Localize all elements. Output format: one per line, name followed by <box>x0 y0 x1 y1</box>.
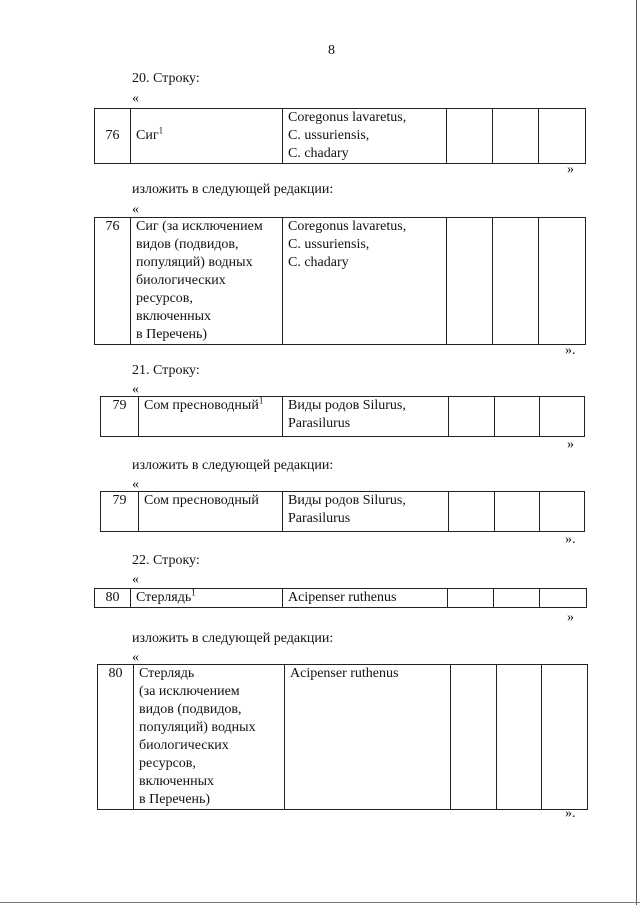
close-quote: » <box>567 162 574 177</box>
latin-name: Acipenser ruthenus <box>283 589 448 608</box>
species-name: Сом пресноводный <box>144 398 259 413</box>
replace-instruction: изложить в следующей редакции: <box>132 458 334 473</box>
footnote-marker: 1 <box>158 125 164 136</box>
empty-cell <box>493 218 539 345</box>
species-name-cell <box>139 397 283 437</box>
old-table-row-79 <box>100 396 585 437</box>
section-heading-22: 22. Строку: <box>132 553 200 568</box>
species-name: Сиг (за исключением видов (подвидов, популяций) водных биологических ресурсов, включенных в Перечень) <box>131 218 283 345</box>
footnote-marker: 1 <box>258 395 264 406</box>
page-bottom-edge <box>0 902 640 903</box>
replace-instruction: изложить в следующей редакции: <box>132 631 334 646</box>
close-quote: » <box>567 610 574 625</box>
open-quote: « <box>132 91 139 106</box>
empty-cell <box>449 397 495 437</box>
row-number: 79 <box>101 397 139 437</box>
row-number: 80 <box>98 665 134 810</box>
empty-cell <box>493 109 539 164</box>
close-quote: » <box>567 437 574 452</box>
latin-name: Acipenser ruthenus <box>285 665 451 810</box>
open-quote: « <box>132 382 139 397</box>
latin-name: Виды родов Silurus, Parasilurus <box>283 492 449 532</box>
open-quote: « <box>132 202 139 217</box>
section-heading-21: 21. Строку: <box>132 363 200 378</box>
empty-cell <box>542 665 588 810</box>
new-table-row-79 <box>100 491 585 532</box>
empty-cell <box>540 589 587 608</box>
species-name: Стерлядь <box>136 590 192 605</box>
empty-cell <box>494 589 540 608</box>
empty-cell <box>540 397 585 437</box>
old-table-row-80 <box>94 588 587 608</box>
page-right-edge <box>636 0 637 905</box>
old-table-row-76 <box>94 108 586 164</box>
empty-cell <box>495 397 540 437</box>
species-name: Стерлядь (за исключением видов (подвидов, популяций) водных биологических ресурсов, включенных в Перечень) <box>134 665 285 810</box>
empty-cell <box>448 589 494 608</box>
section-heading-20: 20. Строку: <box>132 71 200 86</box>
empty-cell <box>539 218 586 345</box>
empty-cell <box>495 492 540 532</box>
row-number: 79 <box>101 492 139 532</box>
open-quote: « <box>132 572 139 587</box>
empty-cell <box>447 109 493 164</box>
empty-cell <box>497 665 542 810</box>
empty-cell <box>540 492 585 532</box>
latin-name: Виды родов Silurus, Parasilurus <box>283 397 449 437</box>
empty-cell <box>447 218 493 345</box>
empty-cell <box>539 109 586 164</box>
open-quote: « <box>132 477 139 492</box>
species-name-cell <box>131 109 283 164</box>
new-table-row-80 <box>97 664 588 810</box>
row-number: 76 <box>95 218 131 345</box>
empty-cell <box>449 492 495 532</box>
species-name: Сом пресноводный <box>139 492 283 532</box>
close-quote: ». <box>565 343 576 358</box>
species-name-cell <box>131 589 283 608</box>
open-quote: « <box>132 650 139 665</box>
footnote-marker: 1 <box>191 587 196 598</box>
species-name: Сиг <box>136 128 159 143</box>
empty-cell <box>451 665 497 810</box>
page-number: 8 <box>328 43 335 58</box>
row-number: 80 <box>95 589 131 608</box>
close-quote: ». <box>565 806 576 821</box>
new-table-row-76 <box>94 217 586 345</box>
latin-name: Coregonus lavaretus, C. ussuriensis, C. chadary <box>283 218 447 345</box>
close-quote: ». <box>565 532 576 547</box>
latin-name: Coregonus lavaretus, C. ussuriensis, C. chadary <box>283 109 447 164</box>
replace-instruction: изложить в следующей редакции: <box>132 182 334 197</box>
row-number: 76 <box>95 109 131 164</box>
